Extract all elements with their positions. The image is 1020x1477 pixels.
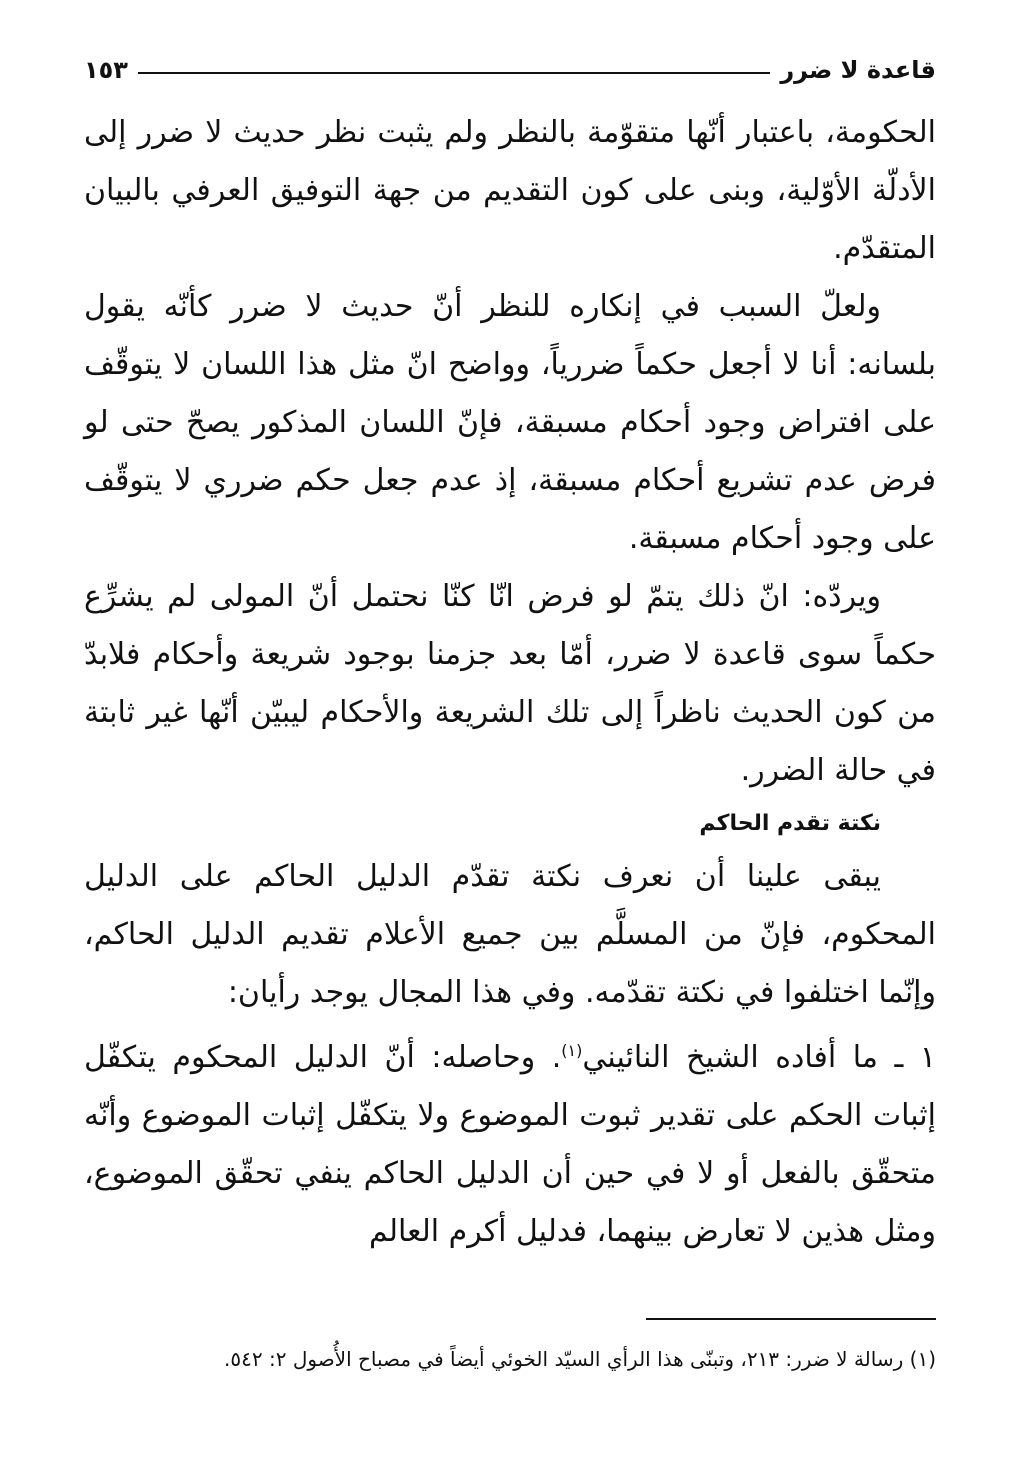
page-number: ١٥٣: [84, 56, 128, 84]
section-heading: نكتة تقدم الحاكم: [699, 811, 881, 836]
footnote-marker: (١): [561, 1041, 583, 1060]
paragraph-5-start: ١ ـ ما أفاده الشيخ النائيني: [582, 1040, 936, 1075]
running-title: قاعدة لا ضرر: [780, 56, 936, 84]
paragraph-3: ويردّه: انّ ذلك يتمّ لو فرض انّا كنّا نحتمل أنّ المولى لم يشرِّع حكماً سوى قاعدة لا ضرر، أمّا بعد جزمنا بوجود شريعة وأحكام فلابدّ من كون الحديث ناظراً إلى تلك الشريعة والأحكام ليبيّن أنّها غير ثابتة في حالة الضرر.: [84, 579, 936, 788]
paragraph-4: يبقى علينا أن نعرف نكتة تقدّم الدليل الحاكم على الدليل المحكوم، فإنّ من المسلَّم بين جميع الأعلام تقديم الدليل الحاكم، وإنّما اختلفوا في نكتة تقدّمه. وفي هذا المجال يوجد رأيان:: [84, 859, 936, 1010]
paragraph-5-rest: . وحاصله: أنّ الدليل المحكوم يتكفّل إثبات الحكم على تقدير ثبوت الموضوع ولا يتكفّل إثبات الموضوع وأنّه متحقّق بالفعل أو لا في حين أن الدليل الحاكم ينفي تحقّق الموضوع، ومثل هذين لا تعارض بينهما، فدليل أكرم العالم: [84, 1040, 936, 1249]
header-rule: [138, 72, 770, 74]
running-header: [84, 40, 936, 84]
footnote: (١) رسالة لا ضرر: ٢١٣، وتبنّى هذا الرأي السيّد الخوئي أيضاً في مصباح الأُصول ٢: ٥٤٢.: [224, 1347, 936, 1371]
body-text: [84, 104, 936, 1261]
footnote-rule: [646, 1318, 936, 1320]
paragraph-1: الحكومة، باعتبار أنّها متقوّمة بالنظر ولم يثبت نظر حديث لا ضرر إلى الأدلّة الأوّلية، وبنى على كون التقديم من جهة التوفيق العرفي بالبيان المتقدّم.: [84, 115, 936, 266]
paragraph-2: ولعلّ السبب في إنكاره للنظر أنّ حديث لا ضرر كأنّه يقول بلسانه: أنا لا أجعل حكماً ضررياً، وواضح انّ مثل هذا اللسان لا يتوقّف على افتراض وجود أحكام مسبقة، فإنّ اللسان المذكور يصحّ حتى لو فرض عدم تشريع أحكام مسبقة، إذ عدم جعل حكم ضرري لا يتوقّف على وجود أحكام مسبقة.: [84, 289, 936, 556]
paragraph-5: [84, 1022, 936, 1261]
